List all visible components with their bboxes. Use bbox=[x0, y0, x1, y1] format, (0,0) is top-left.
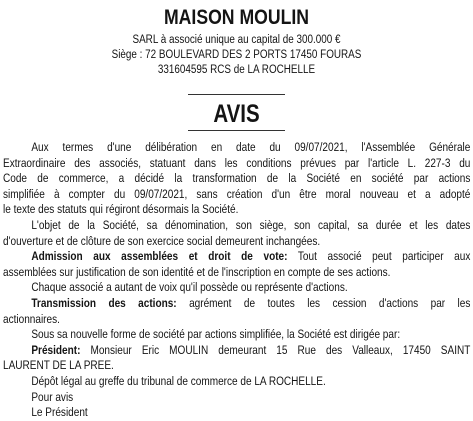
paragraph-8: Dépôt légal au greffe du tribunal de commerce de LA ROCHELLE. bbox=[31, 373, 326, 388]
paragraph-5-line-1: Transmission des actions: agrément de toutes les cession d'actions par les bbox=[31, 295, 471, 310]
paragraph-7-line-1: Président: Monsieur Eric MOULIN demeurant 15 Rue des Valleaux, 17450 SAINT bbox=[31, 342, 471, 357]
paragraph-1-line-5: le texte des statuts qui régiront désormais la Société. bbox=[3, 202, 239, 217]
paragraph-7-line-2: LAURENT DE LA PREE. bbox=[3, 358, 114, 373]
notice-title: AVIS bbox=[213, 100, 260, 128]
divider-top bbox=[188, 94, 285, 95]
paragraph-1-line-4: simplifiée à compter du 09/07/2021, sans création d'un être moral nouveau et a adopté bbox=[3, 186, 471, 201]
paragraph-1-line-1: Aux termes d'une délibération en date du 09/07/2021, l'Assemblée Générale bbox=[31, 140, 471, 154]
president-label: Président: bbox=[31, 342, 81, 357]
paragraph-1-line-3: Code de commerce, a décidé la transformation de la Société en société par actions bbox=[3, 171, 471, 186]
closing-pour-avis: Pour avis bbox=[31, 389, 74, 404]
paragraph-1-line-2: Extraordinaire des associés, statuant dans les conditions prévues par l'article L. 227-3 du bbox=[3, 155, 471, 170]
admission-label: Admission aux assemblées et droit de vote: bbox=[31, 249, 288, 264]
company-registration: 331604595 RCS de LA ROCHELLE bbox=[157, 64, 316, 76]
paragraph-4: Chaque associé a autant de voix qu'il possède ou représente d'actions. bbox=[31, 280, 348, 295]
company-legal-form: SARL à associé unique au capital de 300.000 € bbox=[132, 34, 341, 46]
paragraph-6: Sous sa nouvelle forme de société par actions simplifiée, la Société est dirigée par: bbox=[31, 327, 401, 342]
paragraph-3-line-1: Admission aux assemblées et droit de vote: Tout associé peut participer aux bbox=[31, 249, 471, 264]
paragraph-5-line-2: actionnaires. bbox=[3, 311, 60, 326]
paragraph-3-line-2: assemblées sur justification de son identité et de l'inscription en compte de ses actions. bbox=[3, 264, 391, 279]
closing-signatory: Le Président bbox=[31, 405, 88, 420]
paragraph-2-line-1: L'objet de la Société, sa dénomination, son siège, son capital, sa durée et les dates bbox=[31, 217, 471, 232]
company-name: MAISON MOULIN bbox=[163, 6, 310, 29]
paragraph-2-line-2: d'ouverture et de clôture de son exercice social demeurent inchangées. bbox=[3, 233, 321, 248]
transmission-label: Transmission des actions: bbox=[31, 295, 177, 310]
divider-bottom bbox=[188, 130, 285, 131]
notice-body bbox=[3, 140, 470, 421]
company-address: Siège : 72 BOULEVARD DES 2 PORTS 17450 FOURAS bbox=[111, 49, 362, 61]
